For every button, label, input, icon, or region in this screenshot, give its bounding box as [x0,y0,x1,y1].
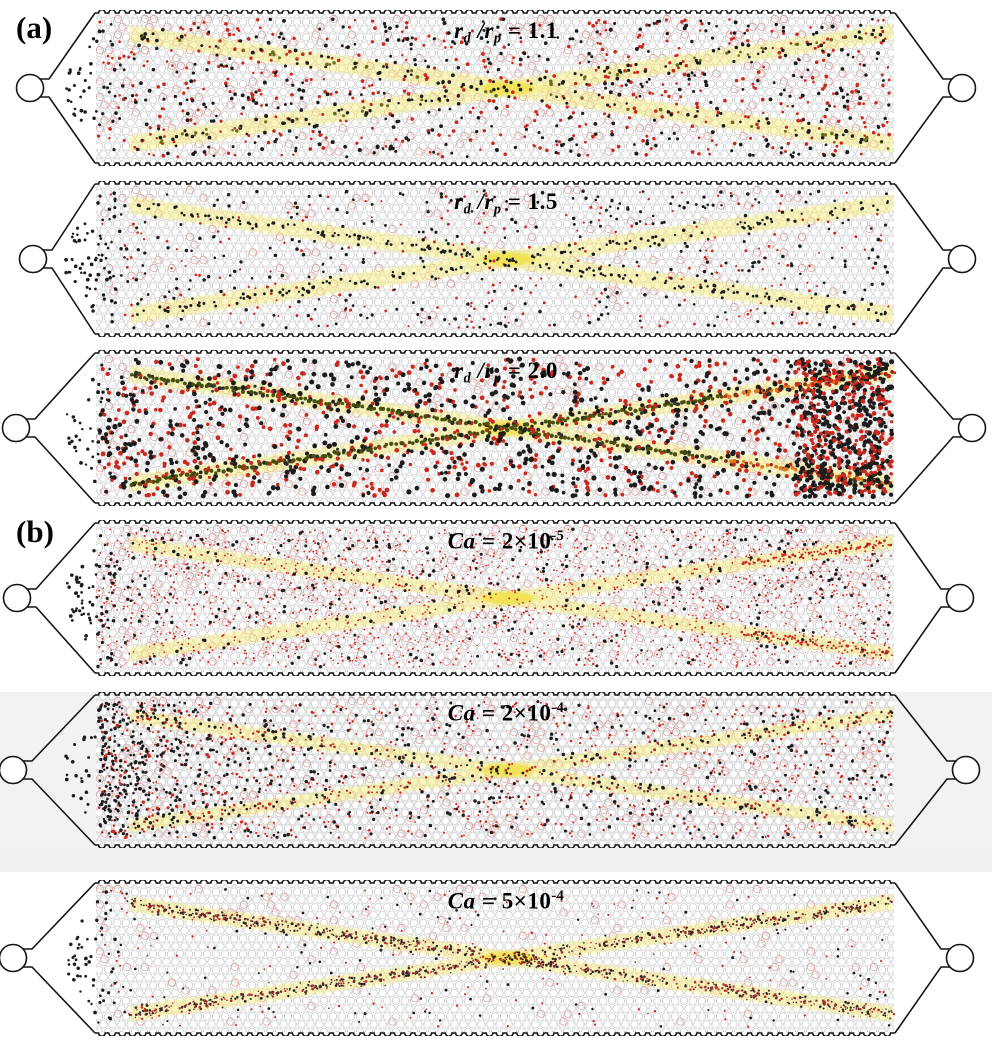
inlet-port-a1 [17,75,44,102]
inlet-port-b3 [0,945,27,972]
inlet-port-b1 [4,585,31,612]
outlet-port-b3 [947,945,974,972]
panel-title-a3: rd /rp = 2.0 [454,358,558,387]
outlet-port-b1 [947,585,974,612]
section-label-b: (b) [16,514,54,549]
outlet-port-b2 [953,757,980,784]
inlet-port-a2 [20,246,47,273]
simulation-panel-a1 [0,10,992,166]
panel-title-b2: $Ca = 2\times 10^{-4}$ [447,700,565,726]
outlet-port-a3 [959,415,986,442]
simulation-panel-b3 [0,880,992,1036]
simulation-panel-a2 [0,181,992,337]
inlet-port-a3 [3,415,30,442]
panel-title-a1: rd /rp = 1.1 [454,18,558,47]
panel-title-b3: $Ca = 5\times 10^{-4}$ [447,888,565,914]
simulation-panel-b2 [0,692,992,848]
panel-title-b1: $Ca = 2\times 10^{-5}$ [447,528,565,554]
outlet-port-a2 [949,246,976,273]
inlet-port-b2 [0,757,27,784]
section-label-a: (a) [16,10,53,45]
outlet-port-a1 [949,75,976,102]
simulation-panel-b1 [0,520,992,676]
panel-title-a2: rd /rp = 1.5 [454,189,558,218]
simulation-panel-a3 [0,350,992,506]
